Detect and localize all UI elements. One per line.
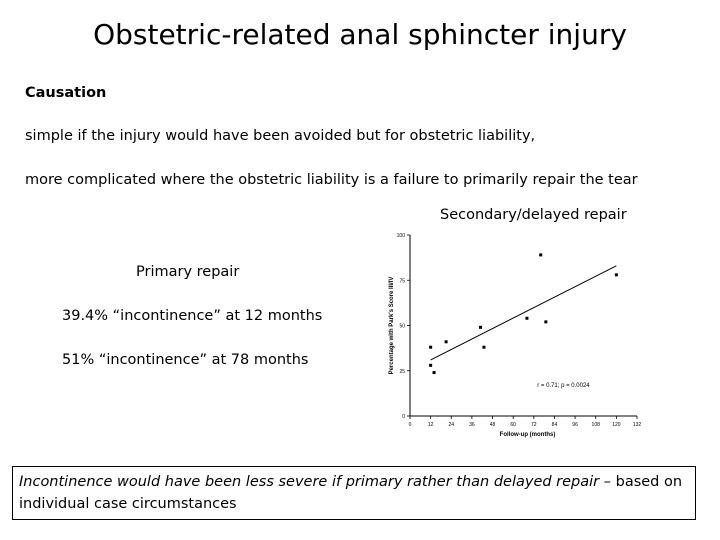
secondary-repair-heading: Secondary/delayed repair: [440, 207, 627, 223]
conclusion-box: [12, 466, 696, 520]
conclusion-rest-text: – based on individual case circumstances: [19, 474, 683, 512]
x-tick-label: 12: [427, 422, 434, 428]
x-axis-label: Follow-up (months): [499, 432, 556, 438]
x-tick-label: 24: [448, 422, 455, 428]
trend-line: [431, 266, 617, 360]
data-point: [525, 317, 528, 320]
x-tick-label: 120: [612, 422, 621, 428]
slide-title: Obstetric-related anal sphincter injury: [93, 18, 627, 51]
x-tick-label: 72: [531, 422, 537, 428]
primary-repair-heading: Primary repair: [136, 264, 240, 280]
y-tick-label: 50: [399, 323, 405, 330]
x-tick-label: 36: [469, 422, 475, 428]
data-point: [539, 253, 542, 256]
causation-line-2: more complicated where the obstetric liability is a failure to primarily repair the tear: [25, 172, 638, 188]
primary-stat-78-months: 51% “incontinence” at 78 months: [62, 352, 309, 368]
y-tick-label: 25: [399, 368, 405, 375]
y-tick-label: 75: [399, 278, 405, 285]
x-tick-label: 96: [572, 422, 578, 428]
primary-stat-12-months: 39.4% “incontinence” at 12 months: [62, 308, 323, 324]
conclusion-italic-text: Incontinence would have been less severe if primary rather than delayed repair: [19, 474, 600, 490]
x-tick-label: 132: [632, 422, 642, 428]
y-tick-label: 100: [396, 233, 405, 239]
x-tick-label: 84: [551, 422, 558, 428]
data-point: [445, 340, 448, 343]
data-point: [429, 364, 432, 367]
x-tick-label: 48: [489, 422, 496, 428]
y-tick-label: 0: [402, 414, 405, 420]
x-tick-label: 0: [408, 422, 412, 428]
correlation-annotation: r = 0.71; p = 0.0024: [537, 383, 590, 390]
causation-line-1: simple if the injury would have been avoided but for obstetric liability,: [25, 128, 536, 144]
data-point: [615, 273, 618, 276]
scatter-chart: [383, 228, 643, 443]
causation-heading: Causation: [25, 85, 107, 101]
data-point: [433, 371, 436, 374]
y-axis-label: Percentage with Park's Score III/IV: [389, 276, 395, 375]
data-point: [429, 346, 432, 349]
x-tick-label: 60: [510, 422, 516, 428]
data-point: [482, 346, 485, 349]
data-point: [544, 320, 547, 323]
x-tick-label: 108: [591, 422, 600, 428]
data-point: [479, 326, 482, 329]
